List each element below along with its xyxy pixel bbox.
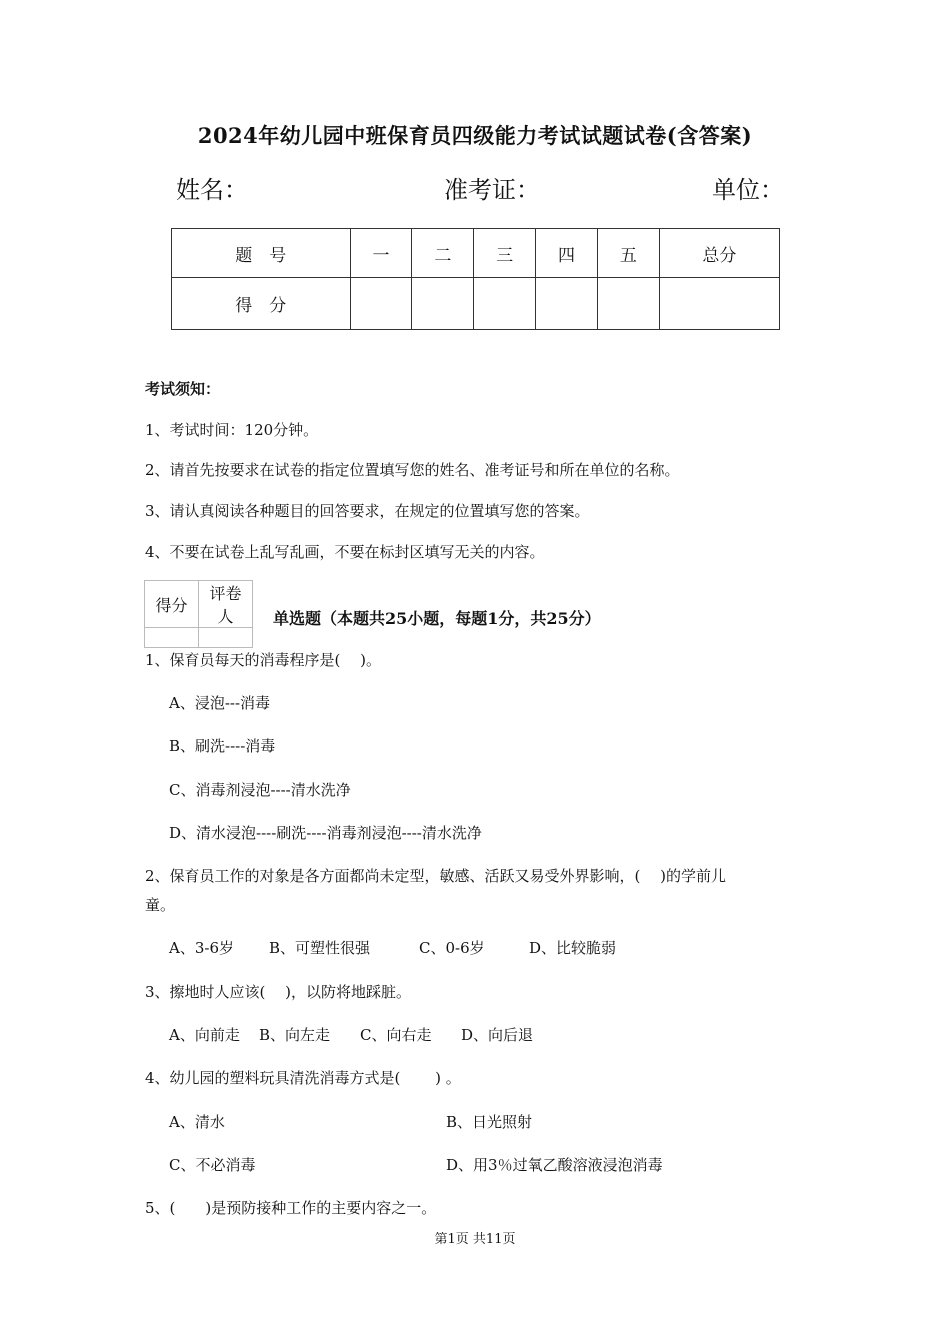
grader-box	[144, 580, 253, 648]
question-stem: 2、保育员工作的对象是各方面都尚未定型，敏感、活跃又易受外界影响，( )的学前儿	[145, 867, 727, 885]
answer-option: B、刷洗----消毒	[169, 737, 276, 755]
page-footer: 第1页 共11页	[434, 1232, 516, 1247]
score-header-cell: 题 号	[172, 229, 351, 278]
score-cell[interactable]	[659, 278, 779, 330]
answer-option: D、向后退	[461, 1026, 534, 1044]
score-header-cell: 总分	[659, 229, 779, 278]
answer-option: D、用3％过氧乙酸溶液浸泡消毒	[446, 1156, 663, 1174]
answer-option: B、可塑性很强	[269, 939, 371, 957]
answer-option: C、0-6岁	[419, 939, 485, 957]
answer-option: A、向前走	[169, 1026, 240, 1044]
grader-score-label: 得分	[145, 581, 199, 628]
score-cell[interactable]	[350, 278, 412, 330]
page-title: 2024年幼儿园中班保育员四级能力考试试题试卷(含答案)	[197, 123, 753, 148]
section-title: 单选题（本题共25小题，每题1分，共25分）	[273, 609, 601, 628]
notice-item: 4、不要在试卷上乱写乱画，不要在标封区填写无关的内容。	[145, 543, 545, 561]
answer-option: D、比较脆弱	[529, 939, 617, 957]
question-stem: 5、( )是预防接种工作的主要内容之一。	[145, 1199, 437, 1217]
answer-option: C、消毒剂浸泡----清水洗净	[169, 781, 351, 799]
score-header-cell: 三	[474, 229, 536, 278]
score-cell[interactable]	[412, 278, 474, 330]
question-stem-continued: 童。	[145, 896, 176, 914]
answer-option: B、日光照射	[446, 1113, 533, 1131]
score-header-cell: 一	[350, 229, 412, 278]
score-header-cell: 五	[597, 229, 659, 278]
exam-id-field-label: 准考证：	[444, 176, 540, 204]
score-table-header-row	[172, 229, 780, 278]
question-stem: 4、幼儿园的塑料玩具清洗消毒方式是( ) 。	[145, 1069, 461, 1087]
unit-field-label: 单位：	[712, 176, 784, 204]
answer-option: B、向左走	[259, 1026, 331, 1044]
score-cell[interactable]	[474, 278, 536, 330]
score-header-cell: 四	[536, 229, 598, 278]
question-stem: 3、擦地时人应该( )，以防将地踩脏。	[145, 983, 412, 1001]
score-header-cell: 二	[412, 229, 474, 278]
answer-option: D、清水浸泡----刷洗----消毒剂浸泡----清水洗净	[169, 824, 482, 842]
answer-option: C、不必消毒	[169, 1156, 256, 1174]
question-stem: 1、保育员每天的消毒程序是( )。	[145, 651, 382, 669]
answer-option: A、清水	[169, 1113, 225, 1131]
grader-reviewer-cell[interactable]	[199, 628, 253, 648]
name-field-label: 姓名：	[176, 176, 248, 204]
notice-item: 3、请认真阅读各种题目的回答要求，在规定的位置填写您的答案。	[145, 502, 590, 520]
answer-option: A、浸泡---消毒	[169, 694, 271, 712]
score-table-score-row	[172, 278, 780, 330]
notice-heading: 考试须知：	[145, 380, 221, 398]
score-table	[171, 228, 780, 330]
answer-option: C、向右走	[360, 1026, 432, 1044]
answer-option: A、3-6岁	[169, 939, 234, 957]
grader-reviewer-label: 评卷人	[199, 581, 253, 628]
score-cell[interactable]	[597, 278, 659, 330]
notice-item: 2、请首先按要求在试卷的指定位置填写您的姓名、准考证号和所在单位的名称。	[145, 461, 680, 479]
score-cell[interactable]	[536, 278, 598, 330]
grader-score-cell[interactable]	[145, 628, 199, 648]
score-row-label: 得 分	[172, 278, 351, 330]
notice-item: 1、考试时间：120分钟。	[145, 421, 319, 439]
